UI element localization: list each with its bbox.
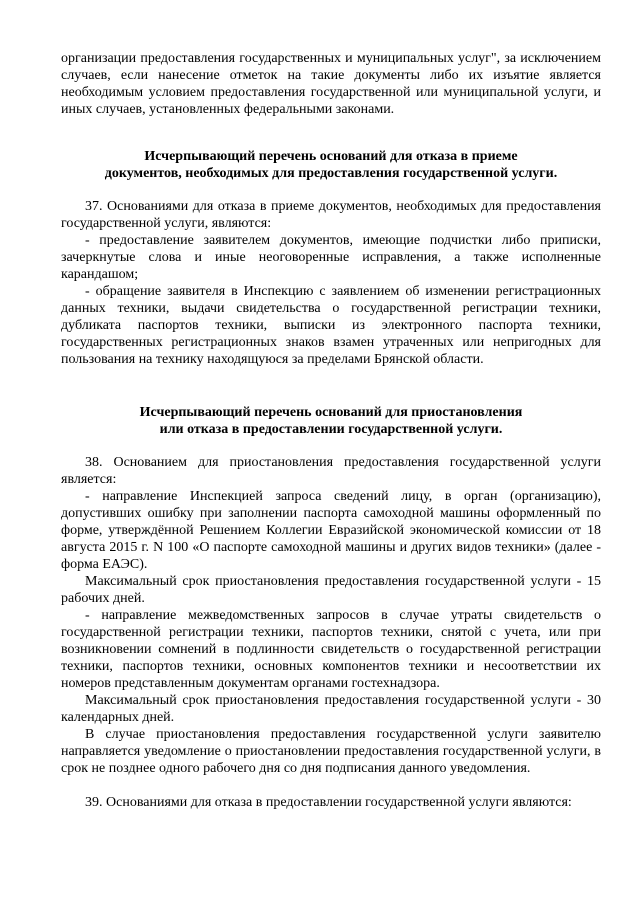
paragraph-38-intro: 38. Основанием для приостановления предоставления государственной услуги является: xyxy=(61,455,601,487)
section-heading-refusal-acceptance xyxy=(61,148,601,182)
paragraph-37-intro: 37. Основаниями для отказа в приеме документов, необходимых для предоставления государственной услуги, являются: xyxy=(61,199,601,231)
paragraph-38-item-1: - направление Инспекцией запроса сведений лицу, в орган (организацию), допустивших ошибку при заполнении паспорта самоходной машины оформленный по форме, утверждённой Решением Коллегии Евразийской экономической комиссии от 18 августа 2015 г. N 100 «О паспорте самоходной машины и других видов техники» (далее - форма ЕАЭС). xyxy=(61,489,601,572)
paragraph-38-notice: В случае приостановления предоставления государственной услуги заявителю направляется уведомление о приостановлении предоставления государственной услуги, в срок не позднее одного рабочего дня со дня подписания данного уведомления. xyxy=(61,727,601,776)
paragraph-37-item-1: - предоставление заявителем документов, имеющие подчистки либо приписки, зачеркнутые слова и иные неоговоренные исправления, а также исполненные карандашом; xyxy=(61,233,601,282)
paragraph-38-term-2: Максимальный срок приостановления предоставления государственной услуги - 30 календарных дней. xyxy=(61,693,601,725)
paragraph-39-intro: 39. Основаниями для отказа в предоставлении государственной услуги являются: xyxy=(85,795,572,810)
heading-line: или отказа в предоставлении государственной услуги. xyxy=(159,422,503,437)
paragraph-37-item-2: - обращение заявителя в Инспекцию с заявлением об изменении регистрационных данных техники, выдачи свидетельства о государственной регистрации техники, дубликата паспортов техники, выписки из электронного паспорта техники, государственных регистрационных знаков взамен утраченных или непригодных для пользования на технику находящуюся за пределами Брянской области. xyxy=(61,284,601,367)
section-heading-suspension xyxy=(61,404,601,438)
heading-line: документов, необходимых для предоставления государственной услуги. xyxy=(104,166,558,181)
heading-line: Исчерпывающий перечень оснований для приостановления xyxy=(139,405,523,420)
heading-line: Исчерпывающий перечень оснований для отказа в приеме xyxy=(144,149,518,164)
paragraph-38-item-2: - направление межведомственных запросов в случае утраты свидетельств о государственной регистрации техники, паспортов техники, снятой с учета, или при возникновении сомнений в подлинности свидетельств о государственной регистрации техники, паспортов техники, основных компонентов техники и несоответствии их номеров представленным документам органами гостехнадзора. xyxy=(61,608,601,691)
intro-paragraph: организации предоставления государственных и муниципальных услуг", за исключением случаев, если нанесение отметок на такие документы либо их изъятие является необходимым условием предоставления государственной или муниципальной услуги, и иных случаев, установленных федеральными законами. xyxy=(61,51,601,117)
paragraph-38-term-1: Максимальный срок приостановления предоставления государственной услуги - 15 рабочих дней. xyxy=(61,574,601,606)
